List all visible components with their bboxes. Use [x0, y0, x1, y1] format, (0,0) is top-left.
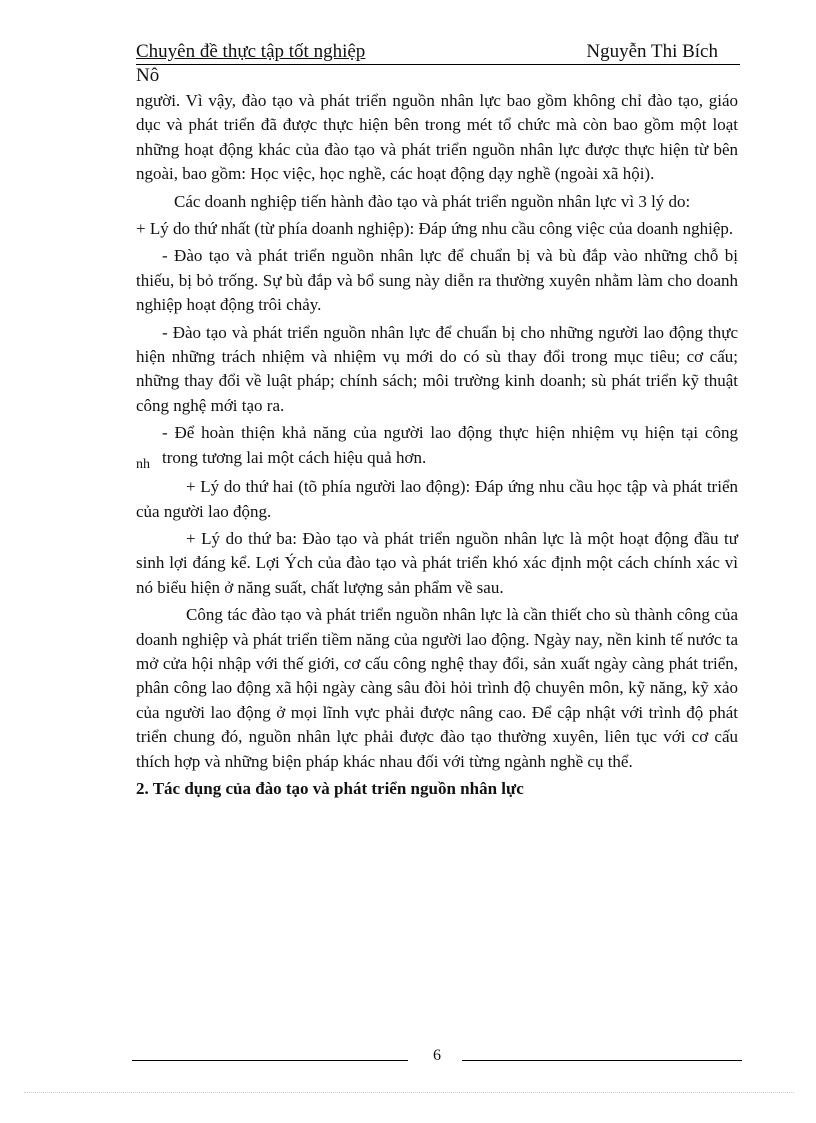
paragraph-3: + Lý do thứ nhất (từ phía doanh nghiệp): Đáp ứng nhu cầu công việc của doanh nghiệp.	[136, 219, 734, 239]
author-name: Nguyễn Thi Bích	[586, 41, 718, 62]
paragraph-1: người. Vì vậy, đào tạo và phát triển nguồn nhân lực bao gồm không chỉ đào tạo, giáo dục và phát triển đã được thực hiện bên trong mét tổ chức mà còn bao gồm một loạt những hoạt động khác của đào tạo và phát triển nguồn nhân lực được thực hiện từ bên ngoài, bao gồm: Học việc, học nghề, các hoạt động dạy nghề (ngoài xã hội).	[136, 91, 738, 184]
document-title: Chuyên đề thực tập tốt nghiệp	[136, 41, 366, 62]
body-text	[136, 89, 738, 801]
paragraph-6-start: - Để hoàn thiện khả năng của người lao động thực hiện nhiệm vụ hiện tại công	[162, 423, 738, 443]
paragraph-4: - Đào tạo và phát triển nguồn nhân lực để chuẩn bị và bù đắp vào những chỗ bị thiếu, bị bỏ trống. Sự bù đắp và bổ sung này diễn ra thường xuyên nhằm làm cho doanh nghiệp hoạt động trôi chảy.	[136, 246, 738, 315]
paragraph-6-subscript: nh	[136, 456, 150, 472]
paragraph-9: Công tác đào tạo và phát triển nguồn nhân lực là cần thiết cho sù thành công của doanh nghiệp và phát triển tiềm năng của người lao động. Ngày nay, nền kinh tế nước ta mở cửa hội nhập với thế giới, cơ cấu công nghệ thay đổi, sản xuất ngày càng phát triển, phân công lao động xã hội ngày càng sâu đòi hỏi trình độ chuyên môn, kỹ năng, kỹ xảo của người lao động ở mọi lĩnh vực phải được nâng cao. Để cập nhật với trình độ phát triển chung đó, nguồn nhân lực phải được đào tạo thường xuyên, liên tục với cơ cấu thích hợp và những biện pháp khác nhau đối với từng ngành nghề cụ thể.	[136, 605, 738, 771]
footer-rule-right	[462, 1060, 742, 1061]
paragraph-2: Các doanh nghiệp tiến hành đào tạo và phát triển nguồn nhân lực vì 3 lý do:	[174, 191, 691, 211]
paragraph-6-end: trong tương lai một cách hiệu quả hơn.	[162, 447, 427, 467]
paragraph-6	[136, 421, 738, 472]
paragraph-7: + Lý do thứ hai (tõ phía người lao động): Đáp ứng nhu cầu học tập và phát triển của người lao động.	[136, 477, 738, 521]
section-heading: 2. Tác dụng của đào tạo và phát triển nguồn nhân lực	[136, 778, 524, 798]
paragraph-8: + Lý do thứ ba: Đào tạo và phát triển nguồn nhân lực là một hoạt động đầu tư sinh lợi đáng kể. Lợi Ých của đào tạo và phát triển khó xác định một cách chính xác vì nó biểu hiện ở năng suất, chất lượng sản phẩm về sau.	[136, 528, 738, 597]
author-name-continued: Nô	[136, 65, 160, 86]
page-number: 6	[433, 1047, 441, 1064]
page-header	[136, 40, 740, 65]
paragraph-5: - Đào tạo và phát triển nguồn nhân lực để chuẩn bị cho những người lao động thực hiện những trách nhiệm và nhiệm vụ mới do có sù thay đổi trong mục tiêu; cơ cấu; những thay đổi về luật pháp; chính sách; môi trường kinh doanh; sù phát triển kỹ thuật công nghệ mới tạo ra.	[136, 322, 738, 415]
page-bottom-edge	[24, 1092, 794, 1093]
